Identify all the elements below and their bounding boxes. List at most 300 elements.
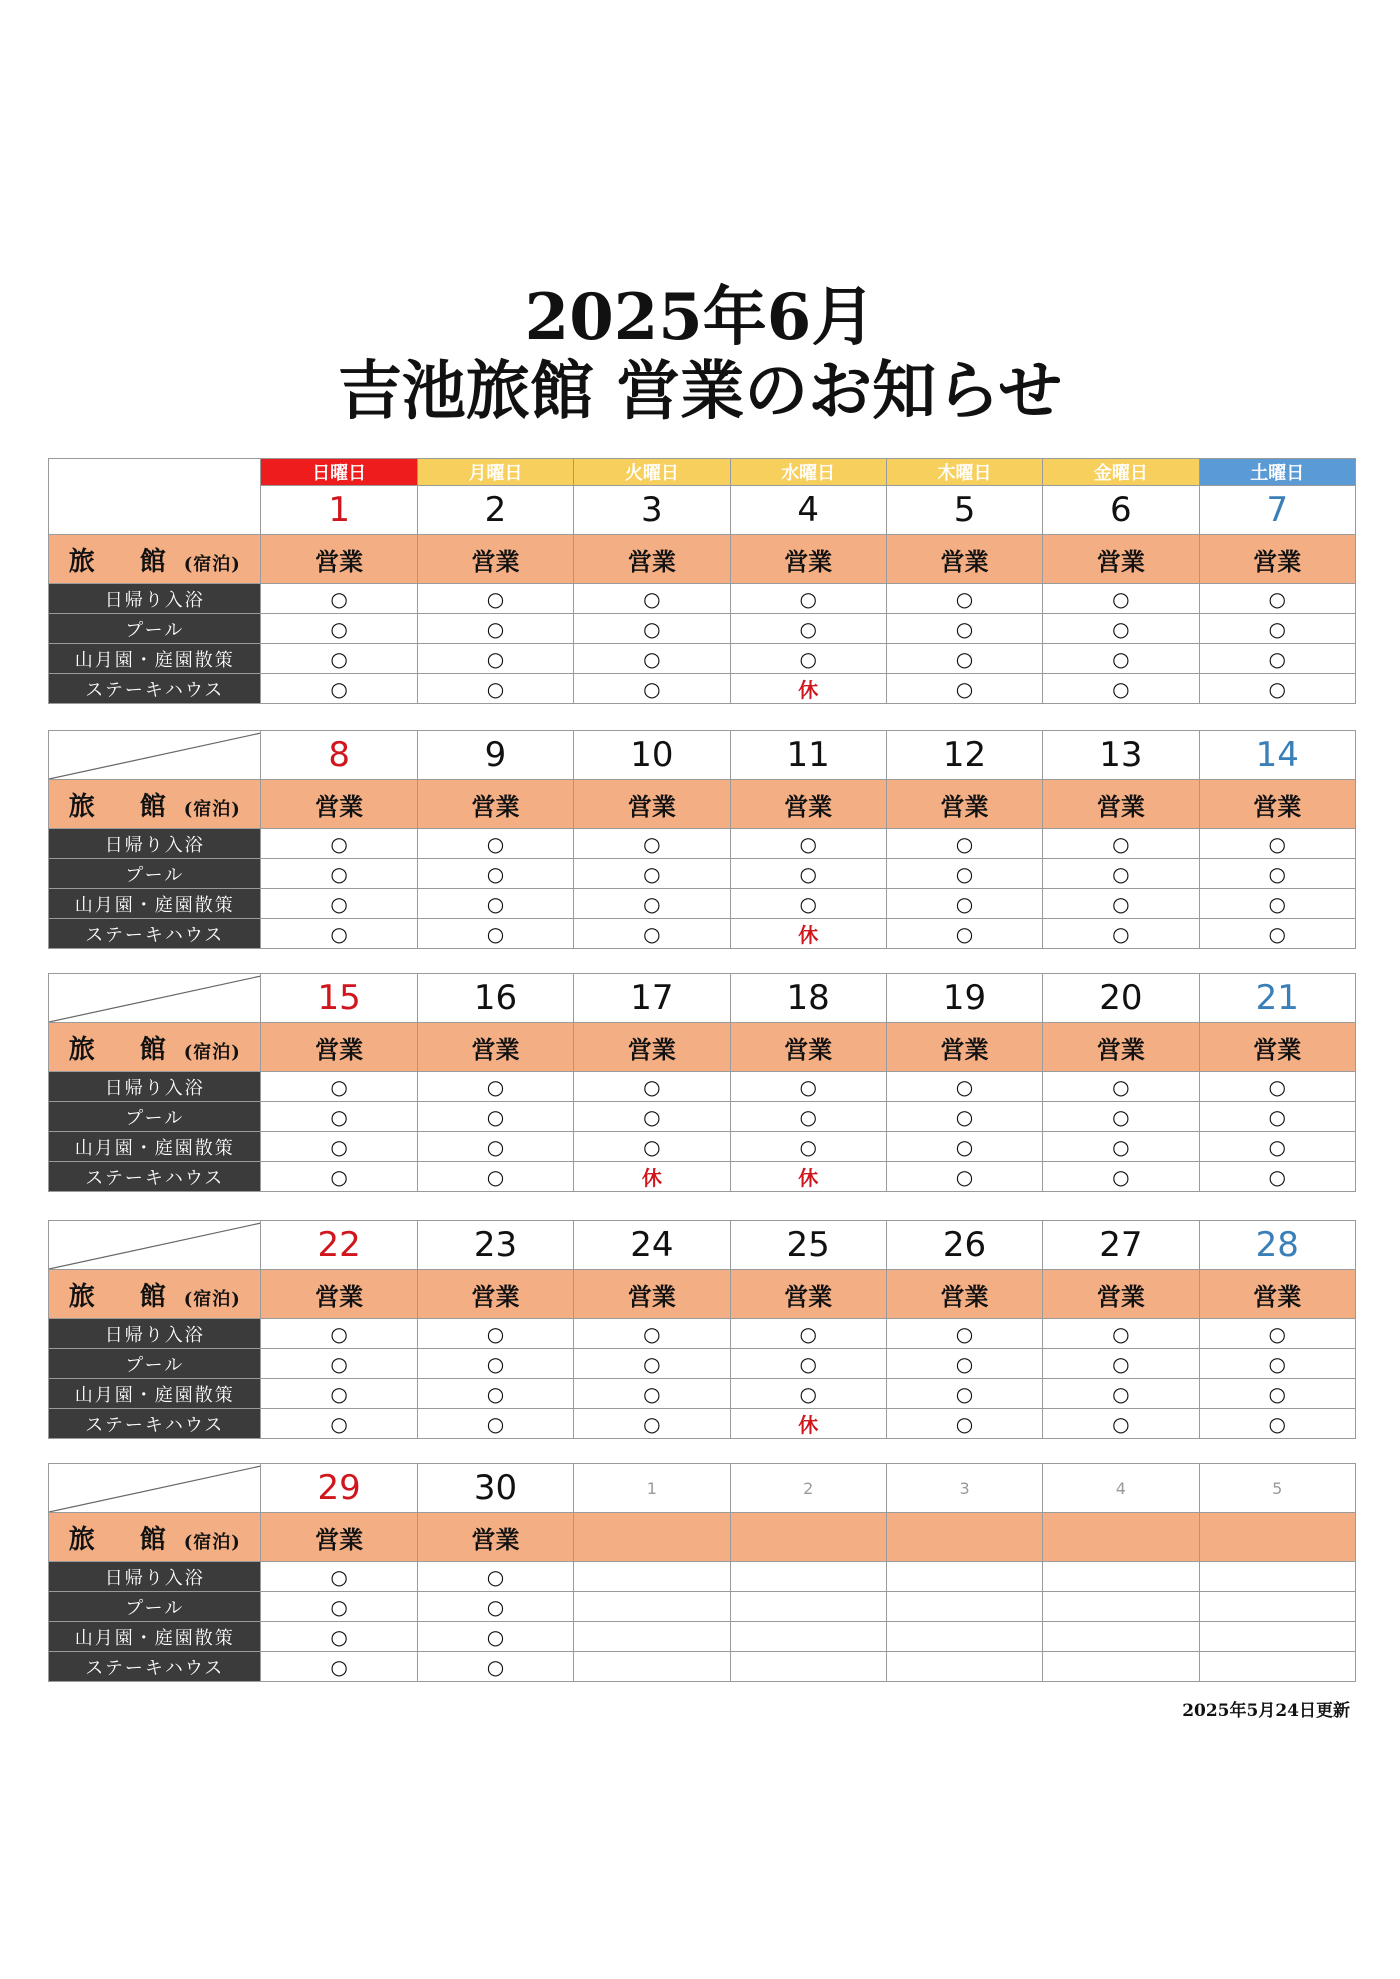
- open-mark: ○: [1043, 674, 1199, 704]
- date-cell: 3: [574, 486, 730, 535]
- open-mark: ○: [886, 1072, 1042, 1102]
- open-mark: ○: [574, 584, 730, 614]
- open-mark: [886, 1622, 1042, 1652]
- open-mark: [574, 1652, 730, 1682]
- open-mark: ○: [574, 1132, 730, 1162]
- ryokan-label: [49, 780, 261, 829]
- open-mark: ○: [261, 829, 417, 859]
- open-mark: ○: [417, 1562, 573, 1592]
- next-month-date: 4: [1043, 1464, 1199, 1513]
- open-mark: ○: [261, 1162, 417, 1192]
- open-mark: ○: [1199, 859, 1355, 889]
- facility-row: [49, 1349, 1356, 1379]
- weekday-header: 月曜日: [417, 459, 573, 486]
- open-mark: ○: [730, 1349, 886, 1379]
- weekday-header: 土曜日: [1199, 459, 1355, 486]
- open-mark: [574, 1562, 730, 1592]
- open-mark: ○: [417, 674, 573, 704]
- date-row: [49, 731, 1356, 780]
- facility-label: 日帰り入浴: [49, 1072, 261, 1102]
- ryokan-label-sub: (宿泊): [183, 1041, 241, 1063]
- facility-row: [49, 674, 1356, 704]
- open-mark: ○: [261, 1592, 417, 1622]
- date-cell: 25: [730, 1221, 886, 1270]
- open-mark: ○: [261, 859, 417, 889]
- open-mark: ○: [574, 859, 730, 889]
- open-mark: ○: [574, 1349, 730, 1379]
- ryokan-label: [49, 535, 261, 584]
- open-mark: ○: [417, 644, 573, 674]
- open-mark: ○: [1199, 889, 1355, 919]
- date-cell: 16: [417, 974, 573, 1023]
- ryokan-status: 営業: [261, 1270, 417, 1319]
- ryokan-status: 営業: [417, 1513, 573, 1562]
- facility-row: [49, 919, 1356, 949]
- open-mark: ○: [1043, 584, 1199, 614]
- facility-label: ステーキハウス: [49, 674, 261, 704]
- ryokan-status: 営業: [574, 1270, 730, 1319]
- open-mark: ○: [1199, 644, 1355, 674]
- weekday-header: 木曜日: [886, 459, 1042, 486]
- month-box: [49, 459, 261, 535]
- facility-row: [49, 614, 1356, 644]
- ryokan-label-sub: (宿泊): [183, 553, 241, 575]
- open-mark: ○: [417, 1379, 573, 1409]
- facility-label: プール: [49, 1592, 261, 1622]
- ryokan-status: 営業: [261, 1023, 417, 1072]
- open-mark: ○: [417, 1132, 573, 1162]
- facility-label: 山月園・庭園散策: [49, 644, 261, 674]
- open-mark: ○: [886, 1349, 1042, 1379]
- open-mark: ○: [1043, 1132, 1199, 1162]
- ryokan-label-main: 旅 館: [68, 546, 184, 577]
- facility-row: [49, 1622, 1356, 1652]
- updated-date: 2025年5月24日更新: [1182, 1701, 1350, 1721]
- ryokan-status: [730, 1513, 886, 1562]
- open-mark: ○: [886, 614, 1042, 644]
- open-mark: ○: [1043, 1409, 1199, 1439]
- open-mark: ○: [261, 1102, 417, 1132]
- open-mark: [1043, 1652, 1199, 1682]
- ryokan-status: 営業: [1199, 1270, 1355, 1319]
- facility-label: 山月園・庭園散策: [49, 1379, 261, 1409]
- open-mark: ○: [261, 1319, 417, 1349]
- facility-label: ステーキハウス: [49, 919, 261, 949]
- ryokan-label-main: 旅 館: [68, 1281, 184, 1312]
- open-mark: ○: [886, 1102, 1042, 1132]
- next-month-date: 5: [1199, 1464, 1355, 1513]
- date-cell: 1: [261, 486, 417, 535]
- ryokan-label: [49, 1023, 261, 1072]
- ryokan-status: 営業: [574, 780, 730, 829]
- open-mark: ○: [574, 889, 730, 919]
- open-mark: ○: [1043, 919, 1199, 949]
- next-month-date: 1: [574, 1464, 730, 1513]
- open-mark: [886, 1562, 1042, 1592]
- ryokan-status: 営業: [574, 1023, 730, 1072]
- open-mark: ○: [886, 919, 1042, 949]
- open-mark: ○: [574, 919, 730, 949]
- ryokan-status: 営業: [574, 535, 730, 584]
- date-cell: 9: [417, 731, 573, 780]
- ryokan-status: 営業: [261, 1513, 417, 1562]
- diagonal-corner-cell: [49, 974, 261, 1023]
- facility-label: 山月園・庭園散策: [49, 1622, 261, 1652]
- open-mark: ○: [417, 584, 573, 614]
- ryokan-status: 営業: [417, 780, 573, 829]
- open-mark: ○: [1043, 859, 1199, 889]
- facility-row: [49, 1409, 1356, 1439]
- closed-mark: 休: [574, 1162, 730, 1192]
- open-mark: [1043, 1622, 1199, 1652]
- open-mark: ○: [1199, 674, 1355, 704]
- open-mark: ○: [886, 889, 1042, 919]
- weekday-header: 火曜日: [574, 459, 730, 486]
- open-mark: ○: [417, 1409, 573, 1439]
- diagonal-line: [49, 1221, 261, 1270]
- ryokan-status: 営業: [417, 535, 573, 584]
- open-mark: ○: [886, 584, 1042, 614]
- ryokan-status: 営業: [1199, 1023, 1355, 1072]
- open-mark: ○: [1199, 1349, 1355, 1379]
- facility-label: ステーキハウス: [49, 1162, 261, 1192]
- open-mark: ○: [1199, 584, 1355, 614]
- open-mark: [1199, 1652, 1355, 1682]
- calendar-subtitle: 吉池旅館 営業のお知らせ: [337, 354, 1063, 429]
- open-mark: ○: [1199, 919, 1355, 949]
- open-mark: ○: [1199, 1132, 1355, 1162]
- facility-label: プール: [49, 614, 261, 644]
- open-mark: ○: [417, 1592, 573, 1622]
- open-mark: [1043, 1562, 1199, 1592]
- date-cell: 5: [886, 486, 1042, 535]
- ryokan-status: 営業: [261, 780, 417, 829]
- open-mark: ○: [417, 1319, 573, 1349]
- open-mark: ○: [886, 1162, 1042, 1192]
- open-mark: ○: [261, 674, 417, 704]
- ryokan-status: 営業: [730, 1023, 886, 1072]
- open-mark: ○: [261, 919, 417, 949]
- ryokan-row: [49, 1513, 1356, 1562]
- facility-label: ステーキハウス: [49, 1409, 261, 1439]
- ryokan-status: 営業: [730, 780, 886, 829]
- facility-label: 山月園・庭園散策: [49, 889, 261, 919]
- open-mark: ○: [417, 1162, 573, 1192]
- ryokan-row: [49, 1023, 1356, 1072]
- open-mark: ○: [1199, 1072, 1355, 1102]
- open-mark: ○: [417, 919, 573, 949]
- open-mark: ○: [261, 584, 417, 614]
- open-mark: ○: [1199, 1162, 1355, 1192]
- ryokan-label-sub: (宿泊): [183, 1288, 241, 1310]
- closed-mark: 休: [730, 919, 886, 949]
- open-mark: ○: [886, 859, 1042, 889]
- month-box-month: 6月: [124, 489, 186, 531]
- closed-mark: 休: [730, 1162, 886, 1192]
- date-cell: 2: [417, 486, 573, 535]
- week-table: [48, 1463, 1356, 1682]
- open-mark: ○: [730, 584, 886, 614]
- calendar-title: 2025年6月: [524, 280, 876, 355]
- facility-row: [49, 1132, 1356, 1162]
- open-mark: ○: [1199, 614, 1355, 644]
- open-mark: ○: [730, 614, 886, 644]
- date-cell: 6: [1043, 486, 1199, 535]
- open-mark: ○: [730, 829, 886, 859]
- open-mark: ○: [574, 1102, 730, 1132]
- open-mark: ○: [417, 1102, 573, 1132]
- open-mark: ○: [574, 1319, 730, 1349]
- ryokan-label-sub: (宿泊): [183, 798, 241, 820]
- open-mark: ○: [417, 614, 573, 644]
- next-month-date: 3: [886, 1464, 1042, 1513]
- open-mark: ○: [730, 1132, 886, 1162]
- open-mark: ○: [417, 1622, 573, 1652]
- open-mark: ○: [261, 1652, 417, 1682]
- open-mark: ○: [1199, 1379, 1355, 1409]
- ryokan-status: [886, 1513, 1042, 1562]
- facility-label: ステーキハウス: [49, 1652, 261, 1682]
- diagonal-line: [49, 1464, 261, 1513]
- date-cell: 22: [261, 1221, 417, 1270]
- closed-mark: 休: [730, 1409, 886, 1439]
- ryokan-status: 営業: [1199, 780, 1355, 829]
- facility-label: プール: [49, 859, 261, 889]
- open-mark: [730, 1592, 886, 1622]
- open-mark: ○: [261, 1622, 417, 1652]
- facility-row: [49, 859, 1356, 889]
- facility-label: 日帰り入浴: [49, 584, 261, 614]
- open-mark: ○: [417, 829, 573, 859]
- facility-row: [49, 1102, 1356, 1132]
- ryokan-status: 営業: [1043, 780, 1199, 829]
- facility-row: [49, 1652, 1356, 1682]
- open-mark: ○: [261, 1132, 417, 1162]
- open-mark: [574, 1592, 730, 1622]
- ryokan-status: 営業: [261, 535, 417, 584]
- facility-row: [49, 1162, 1356, 1192]
- open-mark: ○: [1043, 1319, 1199, 1349]
- weekday-header: 日曜日: [261, 459, 417, 486]
- open-mark: ○: [417, 859, 573, 889]
- date-row: [49, 974, 1356, 1023]
- date-cell: 29: [261, 1464, 417, 1513]
- open-mark: ○: [886, 829, 1042, 859]
- open-mark: ○: [261, 644, 417, 674]
- ryokan-status: 営業: [1043, 1270, 1199, 1319]
- ryokan-status: 営業: [1043, 1023, 1199, 1072]
- date-cell: 30: [417, 1464, 573, 1513]
- date-cell: 12: [886, 731, 1042, 780]
- open-mark: ○: [1199, 1319, 1355, 1349]
- facility-label: プール: [49, 1349, 261, 1379]
- facility-row: [49, 1562, 1356, 1592]
- ryokan-label: [49, 1270, 261, 1319]
- open-mark: ○: [574, 829, 730, 859]
- weekday-header-row: [49, 459, 1356, 486]
- open-mark: ○: [1043, 1349, 1199, 1379]
- closed-mark: 休: [730, 674, 886, 704]
- weekday-header: 水曜日: [730, 459, 886, 486]
- ryokan-label-main: 旅 館: [68, 791, 184, 822]
- date-cell: 13: [1043, 731, 1199, 780]
- facility-row: [49, 889, 1356, 919]
- open-mark: ○: [261, 1072, 417, 1102]
- facility-row: [49, 644, 1356, 674]
- diagonal-line: [49, 974, 261, 1023]
- date-cell: 10: [574, 731, 730, 780]
- date-cell: 26: [886, 1221, 1042, 1270]
- date-cell: 15: [261, 974, 417, 1023]
- week-table: [48, 458, 1356, 704]
- open-mark: ○: [574, 1409, 730, 1439]
- open-mark: ○: [730, 1102, 886, 1132]
- open-mark: ○: [1043, 1102, 1199, 1132]
- date-cell: 4: [730, 486, 886, 535]
- date-cell: 14: [1199, 731, 1355, 780]
- open-mark: ○: [1043, 1162, 1199, 1192]
- open-mark: ○: [1043, 1379, 1199, 1409]
- diagonal-corner-cell: [49, 1221, 261, 1270]
- open-mark: ○: [261, 1409, 417, 1439]
- open-mark: ○: [574, 644, 730, 674]
- ryokan-label-main: 旅 館: [68, 1524, 184, 1555]
- week-table: [48, 730, 1356, 949]
- open-mark: ○: [417, 1072, 573, 1102]
- open-mark: ○: [574, 1072, 730, 1102]
- open-mark: [574, 1622, 730, 1652]
- facility-row: [49, 1379, 1356, 1409]
- ryokan-status: 営業: [730, 535, 886, 584]
- ryokan-status: 営業: [730, 1270, 886, 1319]
- date-cell: 17: [574, 974, 730, 1023]
- facility-row: [49, 1592, 1356, 1622]
- date-cell: 23: [417, 1221, 573, 1270]
- open-mark: [730, 1622, 886, 1652]
- open-mark: ○: [261, 1379, 417, 1409]
- ryokan-status: 営業: [417, 1023, 573, 1072]
- ryokan-row: [49, 1270, 1356, 1319]
- ryokan-status: 営業: [1199, 535, 1355, 584]
- open-mark: ○: [1043, 889, 1199, 919]
- open-mark: ○: [1043, 644, 1199, 674]
- open-mark: ○: [574, 1379, 730, 1409]
- open-mark: ○: [261, 1349, 417, 1379]
- date-cell: 24: [574, 1221, 730, 1270]
- date-cell: 18: [730, 974, 886, 1023]
- open-mark: ○: [1043, 1072, 1199, 1102]
- date-cell: 27: [1043, 1221, 1199, 1270]
- diagonal-corner-cell: [49, 1464, 261, 1513]
- open-mark: [730, 1562, 886, 1592]
- open-mark: [1199, 1562, 1355, 1592]
- open-mark: ○: [730, 889, 886, 919]
- date-cell: 21: [1199, 974, 1355, 1023]
- facility-label: プール: [49, 1102, 261, 1132]
- open-mark: ○: [886, 1409, 1042, 1439]
- open-mark: ○: [1043, 829, 1199, 859]
- ryokan-row: [49, 780, 1356, 829]
- facility-row: [49, 829, 1356, 859]
- ryokan-status: 営業: [886, 780, 1042, 829]
- open-mark: ○: [730, 1319, 886, 1349]
- diagonal-corner-cell: [49, 731, 261, 780]
- open-mark: [730, 1652, 886, 1682]
- date-cell: 7: [1199, 486, 1355, 535]
- ryokan-status: [574, 1513, 730, 1562]
- open-mark: [1199, 1622, 1355, 1652]
- open-mark: ○: [1199, 829, 1355, 859]
- open-mark: ○: [574, 614, 730, 644]
- week-table: [48, 973, 1356, 1192]
- open-mark: ○: [886, 1132, 1042, 1162]
- date-cell: 8: [261, 731, 417, 780]
- open-mark: ○: [886, 674, 1042, 704]
- open-mark: ○: [261, 889, 417, 919]
- ryokan-row: [49, 535, 1356, 584]
- open-mark: [1199, 1592, 1355, 1622]
- ryokan-status: 営業: [417, 1270, 573, 1319]
- open-mark: ○: [886, 1319, 1042, 1349]
- month-box-year: 2025年: [105, 461, 204, 492]
- next-month-date: 2: [730, 1464, 886, 1513]
- date-cell: 11: [730, 731, 886, 780]
- ryokan-status: 営業: [886, 535, 1042, 584]
- facility-label: 日帰り入浴: [49, 1562, 261, 1592]
- open-mark: ○: [730, 1072, 886, 1102]
- open-mark: ○: [886, 1379, 1042, 1409]
- open-mark: ○: [886, 644, 1042, 674]
- open-mark: ○: [261, 1562, 417, 1592]
- date-cell: 19: [886, 974, 1042, 1023]
- ryokan-status: 営業: [886, 1023, 1042, 1072]
- open-mark: ○: [1043, 614, 1199, 644]
- date-row: [49, 1221, 1356, 1270]
- open-mark: ○: [417, 1652, 573, 1682]
- open-mark: ○: [261, 614, 417, 644]
- date-cell: 28: [1199, 1221, 1355, 1270]
- ryokan-status: 営業: [886, 1270, 1042, 1319]
- open-mark: ○: [574, 674, 730, 704]
- weekday-header: 金曜日: [1043, 459, 1199, 486]
- open-mark: [1043, 1592, 1199, 1622]
- date-row: [49, 1464, 1356, 1513]
- open-mark: ○: [417, 889, 573, 919]
- open-mark: ○: [730, 644, 886, 674]
- open-mark: ○: [1199, 1409, 1355, 1439]
- open-mark: ○: [1199, 1102, 1355, 1132]
- facility-row: [49, 584, 1356, 614]
- facility-row: [49, 1319, 1356, 1349]
- ryokan-status: [1199, 1513, 1355, 1562]
- ryokan-status: [1043, 1513, 1199, 1562]
- open-mark: [886, 1652, 1042, 1682]
- open-mark: ○: [730, 859, 886, 889]
- facility-row: [49, 1072, 1356, 1102]
- facility-label: 日帰り入浴: [49, 1319, 261, 1349]
- week-table: [48, 1220, 1356, 1439]
- ryokan-label-sub: (宿泊): [183, 1531, 241, 1553]
- facility-label: 日帰り入浴: [49, 829, 261, 859]
- ryokan-label: [49, 1513, 261, 1562]
- open-mark: ○: [417, 1349, 573, 1379]
- date-cell: 20: [1043, 974, 1199, 1023]
- open-mark: ○: [730, 1379, 886, 1409]
- open-mark: [886, 1592, 1042, 1622]
- ryokan-status: 営業: [1043, 535, 1199, 584]
- facility-label: 山月園・庭園散策: [49, 1132, 261, 1162]
- ryokan-label-main: 旅 館: [68, 1034, 184, 1065]
